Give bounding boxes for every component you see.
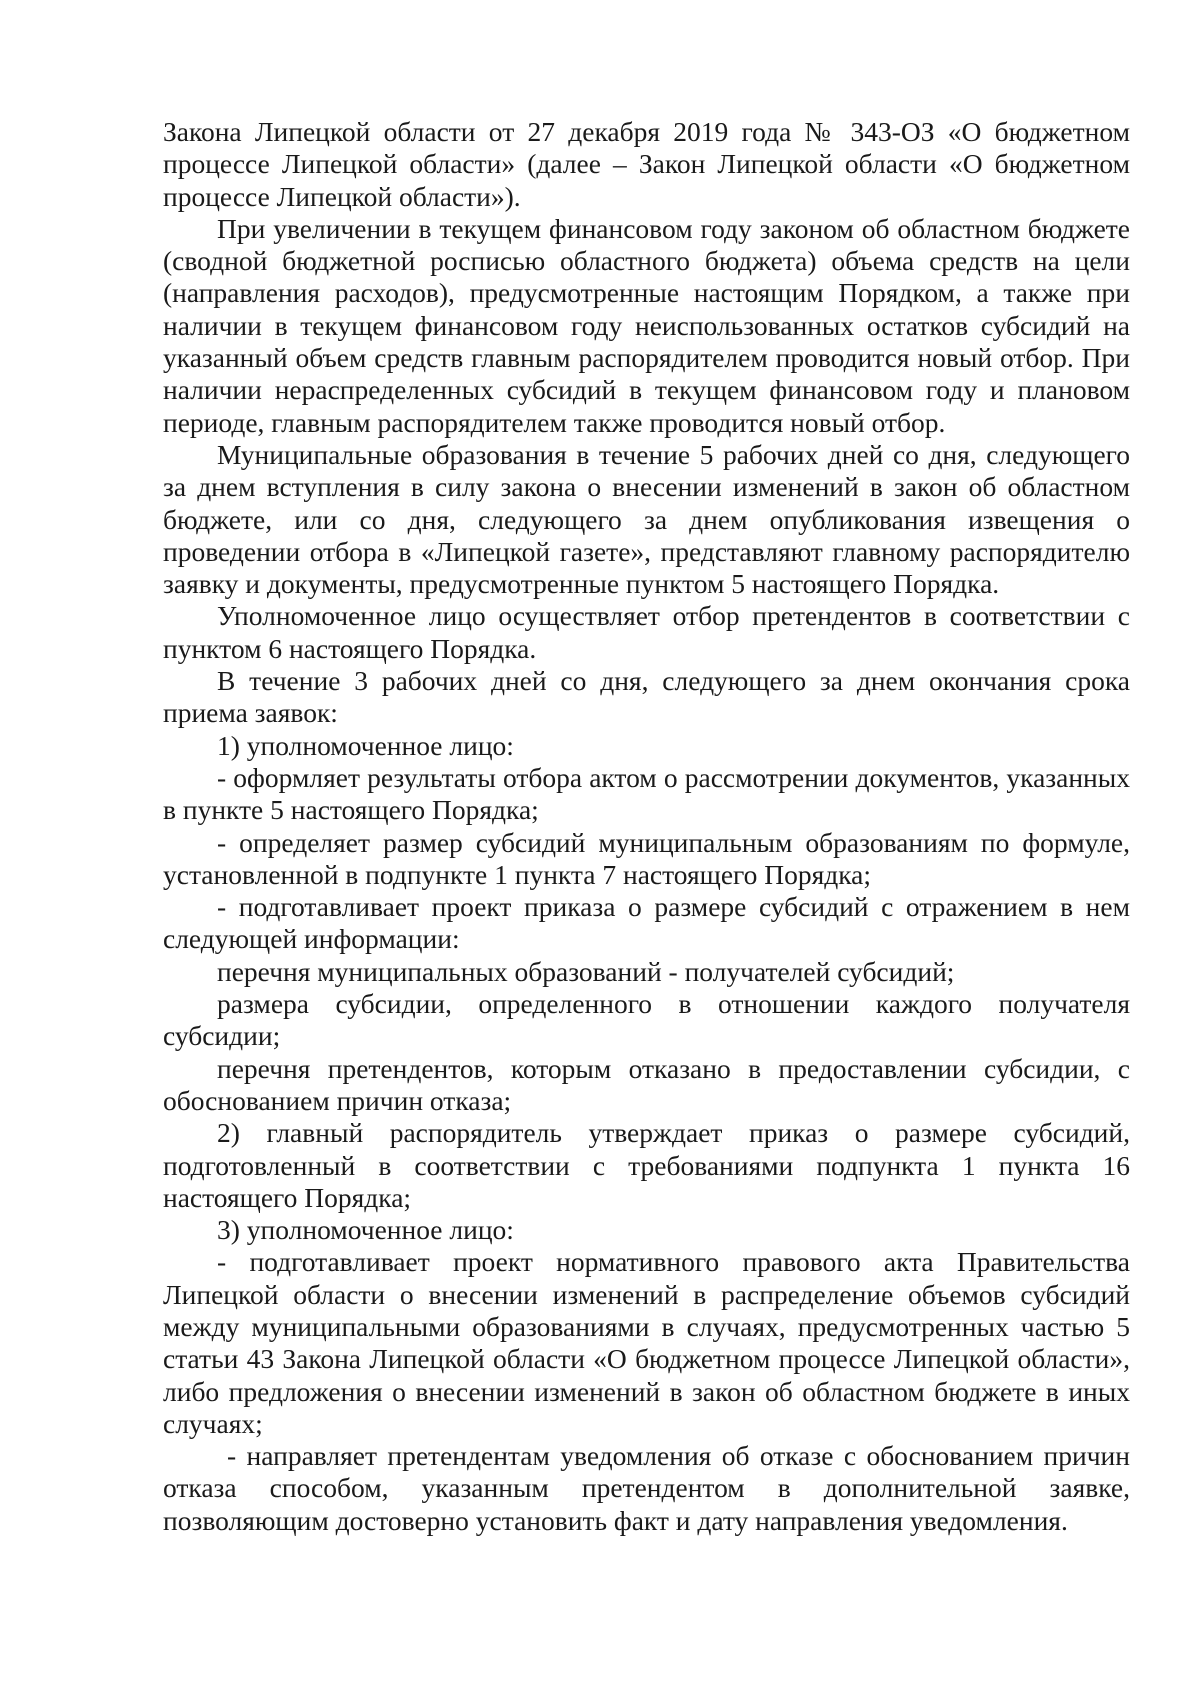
paragraph-authorized-person-selection: Уполномоченное лицо осуществляет отбор претендентов в соответствии с пунктом 6 настоящего Порядка. bbox=[163, 600, 1130, 664]
paragraph-law-reference: Закона Липецкой области от 27 декабря 2019 года № 343-ОЗ «О бюджетном процессе Липецкой области» (далее – Закон Липецкой области «О бюджетном процессе Липецкой области»). bbox=[163, 116, 1130, 212]
document-body bbox=[163, 116, 1130, 1537]
paragraph-municipal-submission: Муниципальные образования в течение 5 рабочих дней со дня, следующего за днем вступления в силу закона о внесении изменений в закон об областном бюджете, или со дня, следующего за днем опубликования извещения о проведении отбора в «Липецкой газете», представляют главному распорядителю заявку и документы, предусмотренные пунктом 5 настоящего Порядка. bbox=[163, 438, 1130, 600]
list-item-1-size: - определяет размер субсидий муниципальным образованиям по формуле, установленной в подпункте 1 пункта 7 настоящего Порядка; bbox=[163, 826, 1130, 890]
list-item-3-draft-act: - подготавливает проект нормативного правового акта Правительства Липецкой области о внесении изменений в распределение объемов субсидий между муниципальными образованиями в случаях, предусмотренных частью 5 статьи 43 Закона Липецкой области «О бюджетном процессе Липецкой области», либо предложения о внесении изменений в закон об областном бюджете в иных случаях; bbox=[163, 1246, 1130, 1439]
paragraph-new-selection: При увеличении в текущем финансовом году законом об областном бюджете (сводной бюджетной росписью областного бюджета) объема средств на цели (направления расходов), предусмотренные настоящим Порядком, а также при наличии в текущем финансовом году неиспользованных остатков субсидий на указанный объем средств главным распорядителем проводится новый отбор. При наличии нераспределенных субсидий в текущем финансовом году и плановом периоде, главным распорядителем также проводится новый отбор. bbox=[163, 212, 1130, 438]
list-subitem-refused: перечня претендентов, которым отказано в предоставлении субсидии, с обоснованием причин отказа; bbox=[163, 1052, 1130, 1116]
list-item-1-act: - оформляет результаты отбора актом о рассмотрении документов, указанных в пункте 5 настоящего Порядка; bbox=[163, 761, 1130, 826]
list-item-1-draft-order: - подготавливает проект приказа о размере субсидий с отражением в нем следующей информации: bbox=[163, 891, 1130, 955]
list-item-2: 2) главный распорядитель утверждает приказ о размере субсидий, подготовленный в соответствии с требованиями подпункта 1 пункта 16 настоящего Порядка; bbox=[163, 1117, 1130, 1213]
list-item-3-notice: - направляет претендентам уведомления об отказе с обоснованием причин отказа способом, указанным претендентом в дополнительной заявке, позволяющим достоверно установить факт и дату направления уведомления. bbox=[163, 1440, 1130, 1536]
list-subitem-municipalities: перечня муниципальных образований - получателей субсидий; bbox=[217, 955, 955, 987]
paragraph-within-3-days: В течение 3 рабочих дней со дня, следующего за днем окончания срока приема заявок: bbox=[163, 665, 1130, 729]
list-subitem-subsidy-size: размера субсидии, определенного в отношении каждого получателя субсидии; bbox=[163, 988, 1130, 1052]
list-item-1-heading: 1) уполномоченное лицо: bbox=[217, 729, 514, 761]
list-item-3-heading: 3) уполномоченное лицо: bbox=[217, 1214, 514, 1246]
